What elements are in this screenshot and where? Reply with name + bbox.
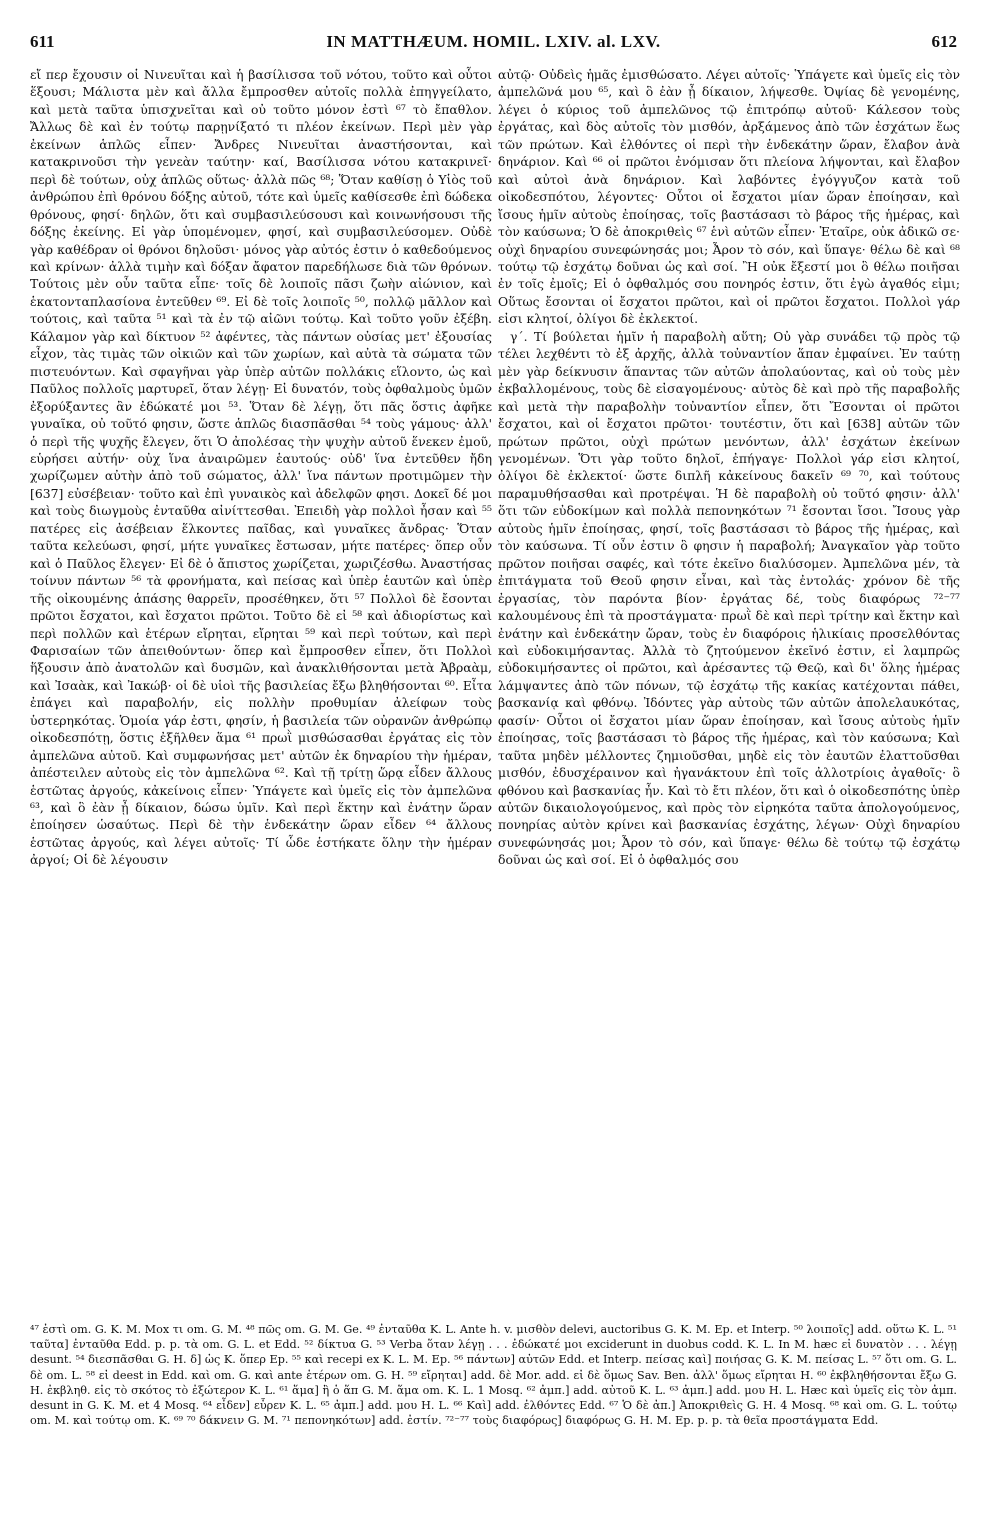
text-paragraph: αὐτῷ· Οὐδεὶς ἡμᾶς ἐμισθώσατο. Λέγει αὐτοῖς· Ὑπάγετε καὶ ὑμεῖς εἰς τὸν ἀμπελῶνά μου ⁶⁵, καὶ ὃ ἐὰν ᾖ δίκαιον, λήψεσθε. Ὀψίας δὲ γενομένης, λέγει ὁ κύριος τοῦ ἀμπελῶνος τῷ ἐπιτρόπῳ αὐτοῦ· Κάλεσον τοὺς ἐργάτας, καὶ δὸς αὐτοῖς τὸν μισθόν, ἀρξάμενος ἀπὸ τῶν ἐσχάτων ἕως τῶν πρώτων. Καὶ ἐλθόντες οἱ περὶ τὴν ἑνδεκάτην ὥραν, ἔλαβον ἀνὰ δηνάριον. Καὶ ⁶⁶ οἱ πρῶτοι ἐνόμισαν ὅτι πλείονα λήψονται, καὶ ἔλαβον καὶ αὐτοὶ ἀνὰ δηνάριον. Καὶ λαβόντες ἐγόγγυζον κατὰ τοῦ οἰκοδεσπότου, λέγοντες· Οὗτοι οἱ ἔσχατοι μίαν ὥραν ἐποίησαν, καὶ ἴσους ἡμῖν αὐτοὺς ἐποίησας, τοῖς βαστάσασι τὸ βάρος τῆς ἡμέρας, καὶ τὸν καύσωνα; Ὁ δὲ ἀποκριθεὶς ⁶⁷ ἑνὶ αὐτῶν εἶπεν· Ἑταῖρε, οὐκ ἀδικῶ σε· οὐχὶ δηναρίου συνεφώνησάς μοι; Ἆρον τὸ σόν, καὶ ὕπαγε· θέλω δὲ καὶ ⁶⁸ τούτῳ τῷ ἐσχάτῳ δοῦναι ὡς καὶ σοί. Ἢ οὐκ ἔξεστί μοι ὃ θέλω ποιῆσαι ἐν τοῖς ἐμοῖς; Εἰ ὁ ὀφθαλμός σου πονηρός ἐστιν, ὅτι ἐγὼ ἀγαθός εἰμι; Οὕτως ἔσονται οἱ ἔσχατοι πρῶτοι, καὶ οἱ πρῶτοι ἔσχατοι. Πολλοὶ γάρ εἰσι κλητοί, ὀλίγοι δὲ ἐκλεκτοί. <box>498 67 960 327</box>
left-page-number: 611 <box>30 32 55 51</box>
footnotes <box>30 1322 957 1530</box>
right-column <box>498 66 960 1302</box>
right-page-number: 612 <box>931 32 957 51</box>
footnote-text: ⁴⁷ ἐστὶ om. G. K. M. Mox τι om. G. M. ⁴⁸ πῶς om. G. M. Ge. ⁴⁹ ἐνταῦθα K. L. Ante h. v. μισθὸν delevi, auctoribus G. K. M. Ep. et Interp. ⁵⁰ λοιποῖς] add. οὕτω K. L. ⁵¹ ταῦτα] ἐνταῦθα Edd. p. p. τὰ om. G. L. et Edd. ⁵² δίκτυα G. ⁵³ Verba ὅταν λέγῃ . . . ἐδώκατέ μοι exciderunt in duobus codd. K. L. In M. hæc εἰ δυνατὸν . . . λέγῃ desunt. ⁵⁴ διεσπᾶσθαι G. H. δ] ὡς K. ὅπερ Ep. ⁵⁵ καὶ recepi ex K. L. M. Ep. ⁵⁶ πάντων] αὐτῶν Edd. et Interp. πείσας καὶ] ποιήσας G. K. M. πείσας L. ⁵⁷ ὅτι om. G. L. δὲ om. L. ⁵⁸ εἰ deest in Edd. καὶ om. G. καὶ ante ἑτέρων om. G. H. ⁵⁹ εἴρηται] add. δὲ Mor. add. εἰ δὲ ὅμως Sav. Ben. ἀλλ' ὅμως εἴρηται H. ⁶⁰ ἐκβληθήσονται ἔξω G. H. ἐκβληθ. εἰς τὸ σκότος τὸ ἐξώτερον K. L. ⁶¹ ἅμα] ἢ ὁ ἅπ G. M. ἅμα om. K. L. 1 Mosq. ⁶² ἀμπ.] add. αὐτοῦ K. L. ⁶³ ἀμπ.] add. μου H. L. Hæc καὶ ὑμεῖς εἰς τὸν ἀμπ. desunt in G. K. M. et 4 Mosq. ⁶⁴ εἶδεν] εὗρεν K. L. ⁶⁵ ἀμπ.] add. μου H. L. ⁶⁶ Καὶ] add. ἐλθόντες Edd. ⁶⁷ Ὁ δὲ ἀπ.] Ἀποκριθεὶς G. H. 4 Mosq. ⁶⁸ καὶ om. G. L. τούτῳ om. M. καὶ τούτῳ om. K. ⁶⁹ ⁷⁰ δάκνειν G. M. ⁷¹ πεπονηκότων] add. ἐστίν. ⁷²⁻⁷⁷ τοὺς διαφόρως] διαφόρως G. H. M. Ep. p. p. τὰ θεῖα προστάγματα Edd. <box>30 1323 957 1428</box>
text-paragraph: εἴ περ ἔχουσιν οἱ Νινευῖται καὶ ἡ βασίλισσα τοῦ νότου, τοῦτο καὶ οὗτοι ἕξουσι; Μάλιστα μὲν καὶ ἄλλα ἔμπροσθεν αὐτοῖς πολλὰ ἐπηγγείλατο, καὶ μετὰ ταῦτα ὑπισχνεῖται καὶ οὐ τοῦτο μόνον ἐστὶ ⁶⁷ τὸ ἔπαθλον. Ἄλλως δὲ καὶ ἐν τούτῳ παρῃνίξατό τι πλέον ἐκείνων. Περὶ μὲν γὰρ ἐκείνων ἁπλῶς εἶπεν· Ἄνδρες Νινευῖται ἀναστήσονται, καὶ κατακρινοῦσι τὴν γενεὰν ταύτην· καί, Βασίλισσα νότου κατακρινεῖ· περὶ δὲ τούτων, οὐχ ἁπλῶς οὕτως· ἀλλὰ πῶς ⁶⁸; Ὅταν καθίσῃ ὁ Υἱὸς τοῦ ἀνθρώπου ἐπὶ θρόνου δόξης αὐτοῦ, τότε καὶ ὑμεῖς καθίσεσθε ἐπὶ δώδεκα θρόνους, φησί· δηλῶν, ὅτι καὶ συμβασιλεύσουσι καὶ κοινωνήσουσι τῆς δόξης ἐκείνης. Εἰ γὰρ ὑπομένομεν, φησί, καὶ συμβασιλεύσομεν. Οὐδὲ γὰρ καθέδραν οἱ θρόνοι δηλοῦσι· μόνος γὰρ αὐτός ἐστιν ὁ καθεδούμενος καὶ κρίνων· ἀλλὰ τιμὴν καὶ δόξαν ἄφατον παρεδήλωσε διὰ τῶν θρόνων. Τούτοις μὲν οὖν ταῦτα εἶπε· τοῖς δὲ λοιποῖς πᾶσι ζωὴν αἰώνιον, καὶ ἑκατονταπλασίονα ἐντεῦθεν ⁶⁹. Εἰ δὲ τοῖς λοιποῖς ⁵⁰, πολλῷ μᾶλλον καὶ τούτοις, καὶ ταῦτα ⁵¹ καὶ τὰ ἐν τῷ αἰῶνι τούτῳ. Καὶ τοῦτο γοῦν ἐξέβη. Κάλαμον γὰρ καὶ δίκτυον ⁵² ἀφέντες, τὰς πάντων οὐσίας μετ' ἐξουσίας εἶχον, τὰς τιμὰς τῶν οἰκιῶν καὶ τῶν χωρίων, καὶ αὐτὰ τὰ σώματα τῶν πιστευόντων. Καὶ σφαγῆναι γὰρ ὑπὲρ αὐτῶν πολλάκις εἵλοντο, ὡς καὶ Παῦλος πολλοῖς μαρτυρεῖ, ὅταν λέγῃ· Εἰ δυνατόν, τοὺς ὀφθαλμοὺς ὑμῶν ἐξορύξαντες ἂν ἐδώκατέ μοι ⁵³. Ὅταν δὲ λέγῃ, ὅτι πᾶς ὅστις ἀφῆκε γυναῖκα, οὐ τοῦτό φησιν, ὥστε ἁπλῶς διασπᾶσθαι ⁵⁴ τοὺς γάμους· ἀλλ' ὁ περὶ τῆς ψυχῆς ἔλεγεν, ὅτι Ὁ ἀπολέσας τὴν ψυχὴν αὐτοῦ ἕνεκεν ἐμοῦ, εὑρήσει αὐτήν· οὐχ ἵνα ἀναιρῶμεν ἑαυτούς· οὐδ' ἵνα ἐντεῦθεν ἤδη χωρίζωμεν αὐτὴν ἀπὸ τοῦ σώματος, ἀλλ' ἵνα πάντων προτιμῶμεν τὴν [637] εὐσέβειαν· τοῦτο καὶ ἐπὶ γυναικὸς καὶ ἀδελφῶν φησι. Δοκεῖ δέ μοι καὶ τοὺς διωγμοὺς ἐνταῦθα αἰνίττεσθαι. Ἐπειδὴ γὰρ πολλοὶ ἦσαν καὶ ⁵⁵ πατέρες εἰς ἀσέβειαν ἕλκοντες παῖδας, καὶ γυναῖκες ἄνδρας· Ὅταν ταῦτα κελεύωσι, φησί, μήτε γυναῖκες ἔστωσαν, μήτε πατέρες· ὅπερ οὖν καὶ ὁ Παῦλος ἔλεγεν· Εἰ δὲ ὁ ἄπιστος χωρίζεται, χωριζέσθω. Ἀναστήσας τοίνυν πάντων ⁵⁶ τὰ φρονήματα, καὶ πείσας καὶ ὑπὲρ ἑαυτῶν καὶ ὑπὲρ τῆς οἰκουμένης ἁπάσης θαρρεῖν, προσέθηκεν, ὅτι ⁵⁷ Πολλοὶ δὲ ἔσονται πρῶτοι ἔσχατοι, καὶ ἔσχατοι πρῶτοι. Τοῦτο δὲ εἰ ⁵⁸ καὶ ἀδιορίστως καὶ περὶ πολλῶν καὶ ἑτέρων εἴρηται, εἴρηται ⁵⁹ καὶ περὶ τούτων, καὶ περὶ Φαρισαίων τῶν ἀπειθούντων· ὅπερ καὶ ἔμπροσθεν εἶπεν, ὅτι Πολλοὶ ἥξουσιν ἀπὸ ἀνατολῶν καὶ δυσμῶν, καὶ ἀνακλιθήσονται μετὰ Ἀβραὰμ, καὶ Ἰσαὰκ, καὶ Ἰακώβ· οἱ δὲ υἱοὶ τῆς βασιλείας ἔξω βληθήσονται ⁶⁰. Εἶτα ἐπάγει καὶ παραβολήν, εἰς πολλὴν προθυμίαν ἀλείφων τοὺς ὑστερηκότας. Ὁμοία γάρ ἐστι, φησίν, ἡ βασιλεία τῶν οὐρανῶν ἀνθρώπῳ οἰκοδεσπότῃ, ὅστις ἐξῆλθεν ἅμα ⁶¹ πρωῒ μισθώσασθαι ἐργάτας εἰς τὸν ἀμπελῶνα αὐτοῦ. Καὶ συμφωνήσας μετ' αὐτῶν ἐκ δηναρίου τὴν ἡμέραν, ἀπέστειλεν αὐτοὺς εἰς τὸν ἀμπελῶνα ⁶². Καὶ τῇ τρίτῃ ὥρᾳ εἶδεν ἄλλους ἑστῶτας ἀργούς, κἀκείνοις εἶπεν· Ὑπάγετε καὶ ὑμεῖς εἰς τὸν ἀμπελῶνα ⁶³, καὶ ὃ ἐὰν ᾖ δίκαιον, δώσω ὑμῖν. Καὶ περὶ ἕκτην καὶ ἐνάτην ὥραν ἐποίησεν ὡσαύτως. Περὶ δὲ τὴν ἑνδεκάτην ὥραν εἶδεν ⁶⁴ ἄλλους ἑστῶτας ἀργούς, καὶ λέγει αὐτοῖς· Τί ὧδε ἑστήκατε ὅλην τὴν ἡμέραν ἀργοί; Οἱ δὲ λέγουσιν <box>30 67 492 868</box>
left-column <box>30 66 492 1302</box>
running-header <box>30 32 957 58</box>
running-title: IN MATTHÆUM. HOMIL. LXIV. al. LXV. <box>326 32 661 51</box>
text-paragraph: γ΄. Τί βούλεται ἡμῖν ἡ παραβολὴ αὕτη; Οὐ γὰρ συνάδει τῷ πρὸς τῷ τέλει λεχθέντι τὸ ἐξ ἀρχῆς, ἀλλὰ τοὐναντίον ἅπαν ἐμφαίνει. Ἐν ταύτῃ μὲν γὰρ δείκνυσιν ἅπαντας τῶν αὐτῶν ἀπολαύοντας, καὶ οὐ τοὺς μὲν ἐκβαλλομένους, τοὺς δὲ εἰσαγομένους· αὐτὸς δὲ καὶ πρὸ τῆς παραβολῆς καὶ μετὰ τὴν παραβολὴν τοὐναντίον εἶπεν, ὅτι Ἔσονται οἱ πρῶτοι ἔσχατοι, καὶ οἱ ἔσχατοι πρῶτοι· τουτέστιν, ὅτι καὶ [638] αὐτῶν τῶν πρώτων πρῶτοι, οὐχὶ πρώτων μενόντων, ἀλλ' ἐσχάτων ἐκείνων γενομένων. Ὅτι γὰρ τοῦτο δηλοῖ, ἐπήγαγε· Πολλοὶ γάρ εἰσι κλητοί, ὀλίγοι δὲ ἐκλεκτοί· ὥστε διπλῆ κἀκείνους δακεῖν ⁶⁹ ⁷⁰, καὶ τούτους παραμυθήσασθαι καὶ προτρέψαι. Ἡ δὲ παραβολὴ οὐ τοῦτό φησιν· ἀλλ' ὅτι τῶν εὐδοκίμων καὶ πολλὰ πεπονηκότων ⁷¹ ἔσονται ἴσοι. Ἴσους γὰρ αὐτοὺς ἡμῖν ἐποίησας, φησί, τοῖς βαστάσασι τὸ βάρος τῆς ἡμέρας, καὶ τὸν καύσωνα. Τί οὖν ἐστιν ὃ φησιν ἡ παραβολή; Ἀναγκαῖον γὰρ τοῦτο πρῶτον ποιῆσαι σαφές, καὶ τότε ἐκεῖνο διαλύσομεν. Ἀμπελῶνα μέν, τὰ ἐπιτάγματα τοῦ Θεοῦ φησιν εἶναι, καὶ τὰς ἐντολάς· χρόνον δὲ τῆς ἐργασίας, τὸν παρόντα βίον· ἐργάτας δέ, τοὺς διαφόρως ⁷²⁻⁷⁷ καλουμένους ἐπὶ τὰ προστάγματα· πρωῒ δὲ καὶ περὶ τρίτην καὶ ἕκτην καὶ ἐνάτην καὶ ἑνδεκάτην ὥραν, τοὺς ἐν διαφόροις ἡλικίαις προσελθόντας καὶ εὐδοκιμήσαντας. Ἀλλὰ τὸ ζητούμενον ἐκεῖνό ἐστιν, εἰ λαμπρῶς εὐδοκιμήσαντες οἱ πρῶτοι, καὶ ἀρέσαντες τῷ Θεῷ, καὶ δι' ὅλης ἡμέρας λάμψαντες ἀπὸ τῶν πόνων, τῷ ἐσχάτῳ τῆς κακίας κατέχονται πάθει, βασκανίᾳ καὶ φθόνῳ. Ἰδόντες γὰρ αὐτοὺς τῶν αὐτῶν ἀπολελαυκότας, φασίν· Οὗτοι οἱ ἔσχατοι μίαν ὥραν ἐποίησαν, καὶ ἴσους αὐτοὺς ἡμῖν ἐποίησας, τοῖς βαστάσασι τὸ βάρος τῆς ἡμέρας, καὶ τὸν καύσωνα; Καὶ ταῦτα μηδὲν μέλλοντες ζημιοῦσθαι, μηδὲ εἰς τὸν ἑαυτῶν ἐλαττοῦσθαι μισθόν, ἐδυσχέραινον καὶ ἠγανάκτουν ἐπὶ τοῖς ἀλλοτρίοις ἀγαθοῖς· ὃ φθόνου καὶ βασκανίας ἦν. Καὶ τὸ ἔτι πλέον, ὅτι καὶ ὁ οἰκοδεσπότης ὑπὲρ αὐτῶν δικαιολογούμενος, καὶ πρὸς τὸν εἰρηκότα ταῦτα ἀπολογούμενος, πονηρίας αὐτὸν κρίνει καὶ βασκανίας ἐσχάτης, λέγων· Οὐχὶ δηναρίου συνεφώνησάς μοι; Ἆρον τὸ σόν, καὶ ὕπαγε· θέλω δὲ τούτῳ τῷ ἐσχάτῳ δοῦναι ὡς καὶ σοί. Εἰ ὁ ὀφθαλμός σου <box>498 328 960 868</box>
